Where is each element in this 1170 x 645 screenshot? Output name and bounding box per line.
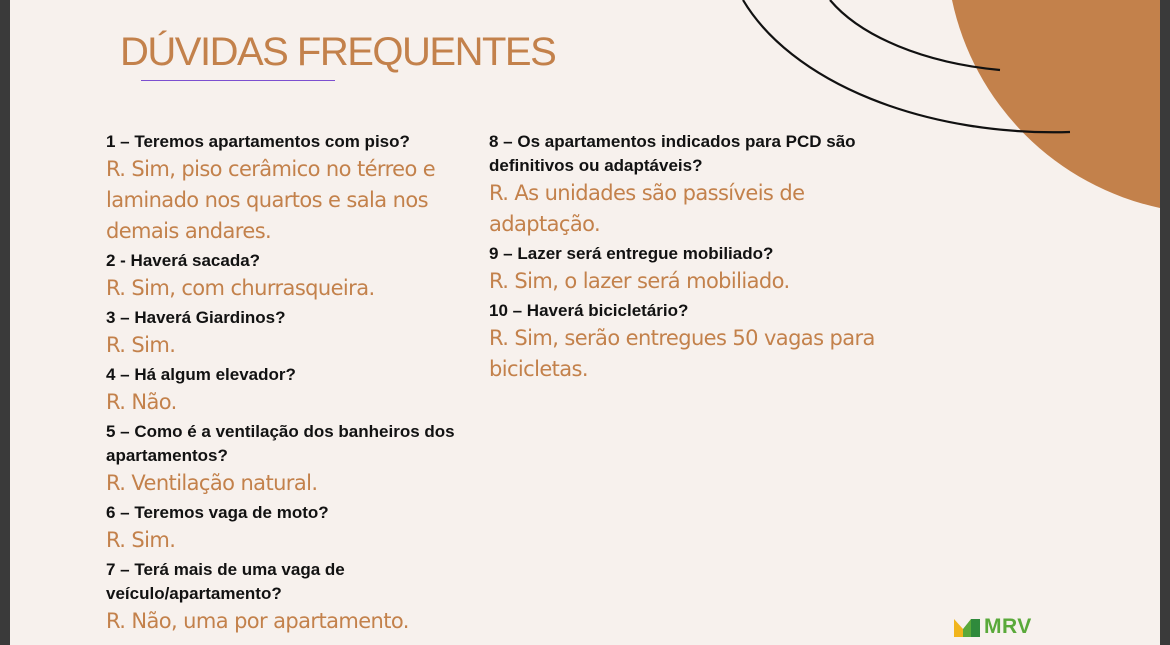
- mrv-logo-text: MRV: [984, 615, 1032, 638]
- orange-quarter-circle: [952, 0, 1160, 208]
- faq-question-1: 1 – Teremos apartamentos com piso?: [106, 132, 410, 151]
- faq-answer-1: R. Sim, piso cerâmico no térreo e laminado nos quartos e sala nos demais andares.: [106, 157, 436, 243]
- title-underline: [141, 80, 335, 81]
- faq-answer-3: R. Sim.: [106, 333, 176, 357]
- faq-column-left: [106, 128, 476, 637]
- faq-question-4: 4 – Há algum elevador?: [106, 365, 296, 384]
- slide: [10, 0, 1160, 645]
- faq-question-9: 9 – Lazer será entregue mobiliado?: [489, 244, 774, 263]
- faq-question-3: 3 – Haverá Giardinos?: [106, 308, 286, 327]
- faq-question-7: 7 – Terá mais de uma vaga de veículo/apartamento?: [106, 560, 345, 603]
- mrv-logo: [954, 614, 1032, 640]
- mrv-logo-icon: [954, 617, 980, 637]
- faq-answer-5: R. Ventilação natural.: [106, 471, 318, 495]
- window-right-edge: [1160, 0, 1170, 645]
- faq-question-6: 6 – Teremos vaga de moto?: [106, 503, 329, 522]
- faq-question-10: 10 – Haverá bicicletário?: [489, 301, 689, 320]
- faq-answer-8: R. As unidades são passíveis de adaptação.: [489, 181, 805, 236]
- faq-question-5: 5 – Como é a ventilação dos banheiros dos apartamentos?: [106, 422, 455, 465]
- page-title: DÚVIDAS FREQUENTES: [120, 30, 556, 74]
- faq-answer-4: R. Não.: [106, 390, 177, 414]
- faq-column-right: [489, 128, 909, 387]
- faq-question-8: 8 – Os apartamentos indicados para PCD são definitivos ou adaptáveis?: [489, 132, 856, 175]
- faq-answer-9: R. Sim, o lazer será mobiliado.: [489, 269, 790, 293]
- faq-answer-7: R. Não, uma por apartamento.: [106, 609, 409, 633]
- faq-answer-10: R. Sim, serão entregues 50 vagas para bicicletas.: [489, 326, 875, 381]
- faq-answer-2: R. Sim, com churrasqueira.: [106, 276, 375, 300]
- faq-answer-6: R. Sim.: [106, 528, 176, 552]
- faq-question-2: 2 - Haverá sacada?: [106, 251, 261, 270]
